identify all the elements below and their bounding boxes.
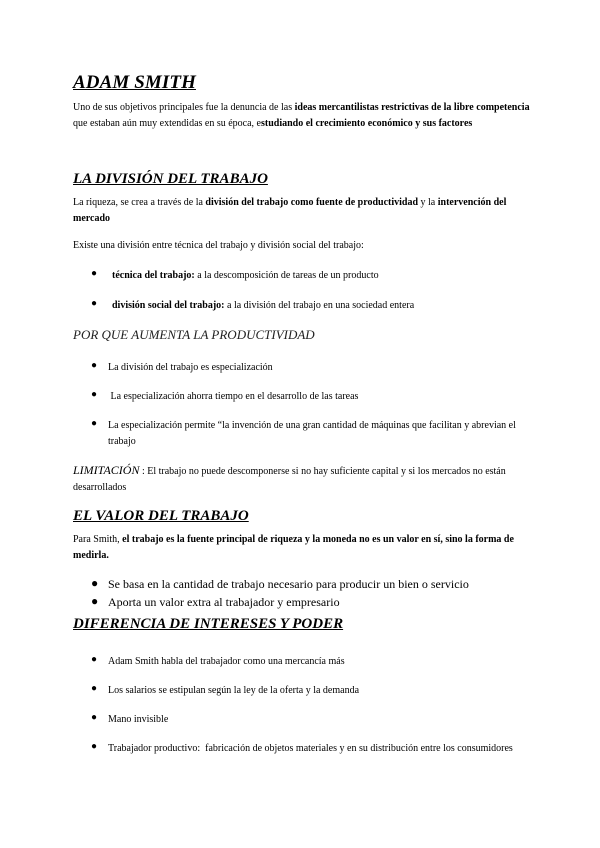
bullet-icon: ● xyxy=(91,654,98,665)
division-bold-text-2: intervención del mercado xyxy=(73,197,507,224)
bullet-icon: ● xyxy=(91,576,99,590)
bullet-icon: ● xyxy=(91,741,98,752)
section-heading-division: LA DIVISIÓN DEL TRABAJO xyxy=(73,171,268,187)
bullet-icon: ● xyxy=(91,298,98,309)
bullet-icon: ● xyxy=(91,683,98,694)
bullet-icon: ● xyxy=(91,594,99,608)
bullet-icon: ● xyxy=(91,268,98,279)
document-title: ADAM SMITH xyxy=(73,72,196,93)
list-item-tecnica xyxy=(112,268,522,284)
intro-paragraph xyxy=(73,100,533,132)
valor-text: Para Smith, xyxy=(73,534,123,545)
bullet-icon: ● xyxy=(91,389,98,400)
valor-bold-text: el trabajo es la fuente principal de riqueza y la moneda no es un valor en sí, sino la forma de medirla. xyxy=(73,534,514,561)
intro-text-2: que estaban aún muy extendidas en su época, e xyxy=(73,118,261,129)
intro-bold-text-2: studiando el crecimiento económico y sus factores xyxy=(261,118,473,129)
list-item-text: a la descomposición de tareas de un producto xyxy=(194,270,379,281)
list-item: La especialización ahorra tiempo en el desarrollo de las tareas xyxy=(108,391,359,402)
bullet-icon: ● xyxy=(91,360,98,371)
limitation-text: : El trabajo no puede descomponerse si no hay suficiente capital y si los mercados no están desarrollados xyxy=(73,466,506,493)
section-heading-valor: EL VALOR DEL TRABAJO xyxy=(73,508,249,524)
bullet-icon: ● xyxy=(91,712,98,723)
division-text: La riqueza, se crea a través de la xyxy=(73,197,206,208)
list-item-text: a la división del trabajo en una sociedad entera xyxy=(224,300,415,311)
list-item: La especialización permite “la invención de una gran cantidad de máquinas que facilitan y abrevian el trabajo xyxy=(108,420,516,447)
limitation-paragraph xyxy=(73,462,533,496)
list-item-bold: técnica del trabajo: xyxy=(112,270,195,281)
list-item: Aporta un valor extra al trabajador y empresario xyxy=(108,595,340,609)
bullet-icon: ● xyxy=(91,418,98,429)
list-item: Trabajador productivo: fabricación de objetos materiales y en su distribución entre los consumidores xyxy=(108,743,513,754)
division-paragraph xyxy=(73,195,533,227)
list-item-social xyxy=(112,298,522,314)
section-heading-intereses: DIFERENCIA DE INTERESES Y PODER xyxy=(73,616,344,632)
division-text-2: y la xyxy=(418,197,438,208)
list-item: La división del trabajo es especialización xyxy=(108,362,273,373)
list-item: Los salarios se estipulan según la ley de la oferta y la demanda xyxy=(108,685,360,696)
division-types-paragraph: Existe una división entre técnica del trabajo y división social del trabajo: xyxy=(73,240,364,251)
list-item: Se basa en la cantidad de trabajo necesario para producir un bien o servicio xyxy=(108,577,469,591)
limitation-label: LIMITACIÓN xyxy=(73,463,140,477)
division-bold-text: división del trabajo como fuente de productividad xyxy=(205,197,419,208)
list-item-bold: división social del trabajo: xyxy=(112,300,225,311)
valor-paragraph xyxy=(73,532,533,564)
intro-text: Uno de sus objetivos principales fue la denuncia de las xyxy=(73,102,295,113)
list-item: Mano invisible xyxy=(108,714,169,725)
section-heading-productividad: POR QUE AUMENTA LA PRODUCTIVIDAD xyxy=(73,327,315,342)
list-item: Adam Smith habla del trabajador como una mercancía más xyxy=(108,656,345,667)
intro-bold-text: ideas mercantilistas restrictivas de la libre competencia xyxy=(294,102,530,113)
